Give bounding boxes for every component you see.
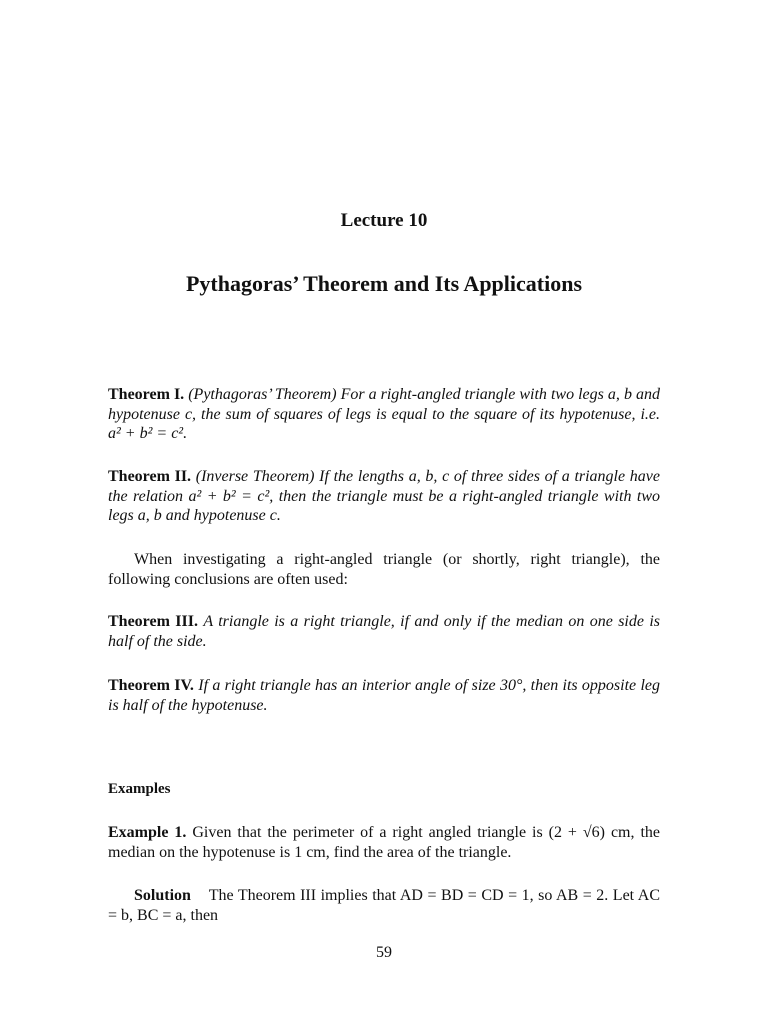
solution-paragraph [108, 886, 660, 925]
solution-label: Solution [134, 887, 205, 904]
page-title: Pythagoras’ Theorem and Its Applications [185, 271, 583, 296]
theorem-label: Theorem I. [108, 386, 189, 403]
theorem-3 [108, 612, 660, 651]
theorem-1 [108, 385, 660, 444]
example-1 [108, 823, 660, 862]
theorem-text: (Pythagoras’ Theorem) For a right-angled triangle with two legs a, b and hypotenuse c, the sum of squares of legs is equal to the square of its hypotenuse, i.e. a² + b² = c². [108, 386, 660, 442]
theorem-text: If a right triangle has an interior angle of size 30°, then its opposite leg is half of the hypotenuse. [108, 677, 660, 714]
theorem-text: (Inverse Theorem) If the lengths a, b, c of three sides of a triangle have the relation a² + b² = c², then the triangle must be a right-angled triangle with two legs a, b and hypotenuse c. [108, 468, 660, 524]
page-number: 59 [376, 944, 392, 961]
theorem-label: Theorem IV. [108, 677, 199, 694]
lecture-number: Lecture 10 [340, 210, 428, 231]
solution-text: The Theorem III implies that AD = BD = CD = 1, so AB = 2. Let AC = b, BC = a, then [108, 887, 660, 924]
theorem-text: A triangle is a right triangle, if and only if the median on one side is half of the side. [108, 613, 661, 650]
theorem-4 [108, 676, 660, 715]
example-text: Given that the perimeter of a right angled triangle is (2 + √6) cm, the median on the hypotenuse is 1 cm, find the area of the triangle. [108, 824, 661, 861]
intro-paragraph: When investigating a right-angled triangle (or shortly, right triangle), the following conclusions are often used: [108, 551, 660, 588]
theorem-2 [108, 467, 660, 526]
examples-heading: Examples [108, 781, 171, 797]
theorem-label: Theorem III. [108, 613, 204, 630]
theorem-label: Theorem II. [108, 468, 196, 485]
example-label: Example 1. [108, 824, 193, 841]
